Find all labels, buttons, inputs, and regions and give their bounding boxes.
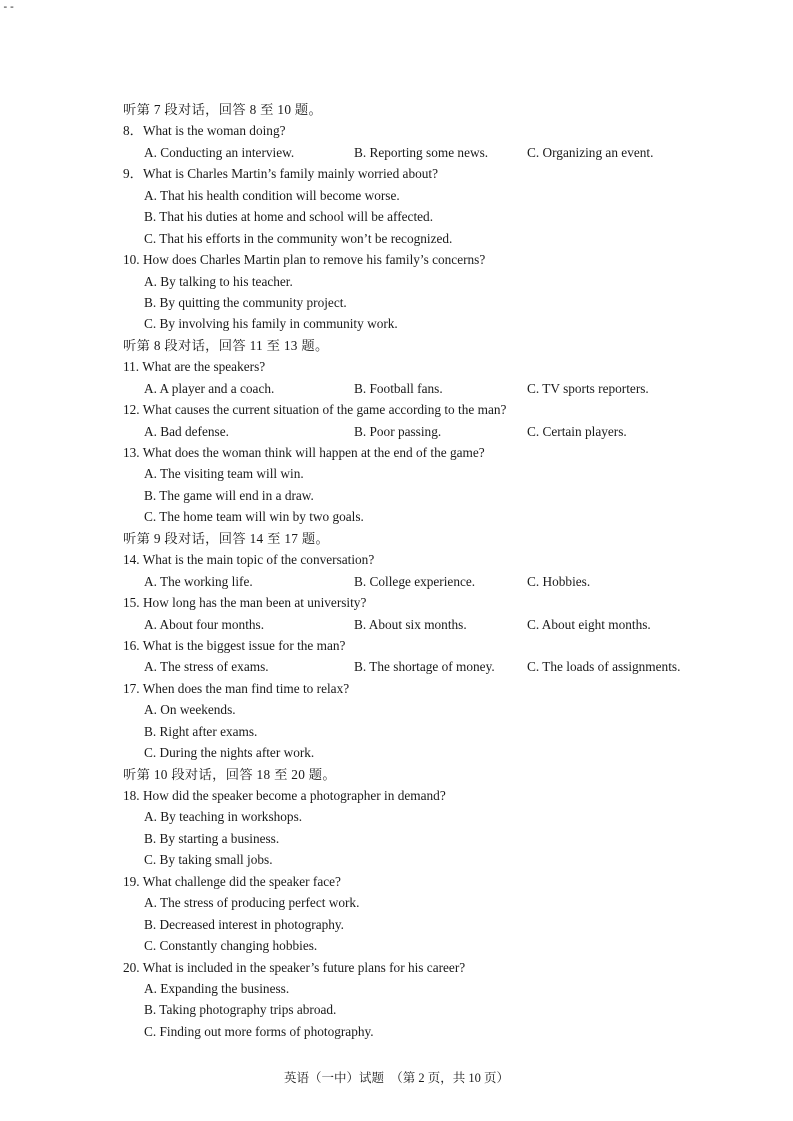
answer-option: B. Poor passing. — [354, 423, 442, 439]
option-row — [123, 571, 743, 592]
answer-option: B. Football fans. — [354, 380, 443, 396]
question-number: 17. — [123, 680, 143, 696]
answer-option: A. By talking to his teacher. — [144, 273, 293, 289]
answer-option: B. Right after exams. — [144, 723, 258, 739]
answer-option: C. During the nights after work. — [144, 745, 315, 761]
question-text: How did the speaker become a photographer in demand? — [142, 788, 446, 803]
corner-mark: -- — [2, 0, 16, 13]
answer-option: B. That his duties at home and school will be affected. — [144, 209, 434, 225]
section-header: 听第 9 段对话，回答 14 至 17 题。 — [123, 530, 330, 546]
question-text: How long has the man been at university? — [142, 595, 367, 611]
question-text: What does the woman think will happen at the end of the game? — [142, 445, 485, 460]
answer-option: C. Organizing an event. — [527, 144, 654, 160]
question — [123, 399, 743, 420]
answer-option: C. Hobbies. — [527, 573, 591, 589]
answer-option: B. By starting a business. — [144, 830, 280, 846]
question-number: 10. — [123, 252, 143, 268]
answer-option: C. Constantly changing hobbies. — [144, 938, 318, 954]
question — [123, 163, 743, 184]
question-number: 19. — [123, 873, 143, 889]
question-number: 18. — [123, 788, 143, 803]
answer-option: B. About six months. — [354, 616, 467, 632]
question — [123, 356, 743, 377]
option-row — [123, 142, 743, 163]
question-text: What challenge did the speaker face? — [142, 873, 341, 889]
answer-option: A. The visiting team will win. — [144, 466, 304, 482]
question-text: What is the main topic of the conversation? — [142, 552, 375, 568]
answer-option: C. By taking small jobs. — [144, 852, 273, 868]
answer-option: A. On weekends. — [144, 702, 236, 718]
answer-option: C. By involving his family in community work. — [144, 316, 398, 332]
answer-option: C. The loads of assignments. — [527, 659, 681, 675]
question-text: What are the speakers? — [142, 359, 266, 375]
answer-option: B. The game will end in a draw. — [144, 487, 314, 503]
question-number: 8． — [123, 123, 143, 139]
section-header: 听第 8 段对话，回答 11 至 13 题。 — [123, 337, 329, 353]
question-number: 13. — [123, 445, 143, 460]
question-number: 20. — [123, 959, 143, 975]
answer-option: A. The working life. — [144, 573, 253, 589]
option-row — [123, 656, 743, 677]
question-number: 15. — [123, 595, 143, 611]
answer-option: B. The shortage of money. — [354, 659, 495, 675]
question-number: 14. — [123, 552, 143, 568]
question — [123, 635, 743, 656]
answer-option: C. About eight months. — [527, 616, 651, 632]
answer-option: C. Certain players. — [527, 423, 627, 439]
question-text: What is the biggest issue for the man? — [142, 637, 346, 653]
question-number: 16. — [123, 637, 143, 653]
answer-option: B. Taking photography trips abroad. — [144, 1002, 337, 1018]
question — [123, 549, 743, 570]
question-number: 12. — [123, 402, 143, 418]
question-text: What is Charles Martin’s family mainly worried about? — [142, 166, 438, 182]
question-text: What causes the current situation of the game according to the man? — [142, 402, 507, 418]
answer-option: B. Decreased interest in photography. — [144, 916, 345, 932]
answer-option: A. The stress of producing perfect work. — [144, 895, 360, 911]
question — [123, 442, 743, 463]
question — [123, 957, 743, 978]
question — [123, 592, 743, 613]
answer-option: A. Bad defense. — [144, 423, 229, 439]
section-header: 听第 7 段对话，回答 8 至 10 题。 — [123, 102, 323, 117]
page-footer: 英语（一中）试题 （第 2 页，共 10 页） — [283, 1071, 509, 1085]
answer-option: A. Conducting an interview. — [144, 144, 295, 160]
answer-option: C. TV sports reporters. — [527, 380, 649, 396]
option-row — [123, 614, 743, 635]
answer-option: B. By quitting the community project. — [144, 294, 347, 310]
question-text: How does Charles Martin plan to remove his family’s concerns? — [142, 252, 486, 268]
question — [123, 785, 743, 806]
option-row — [123, 378, 743, 399]
question-number: 9． — [123, 166, 143, 182]
question-number: 11. — [123, 359, 143, 375]
question — [123, 249, 743, 270]
answer-option: A. Expanding the business. — [144, 980, 290, 996]
question — [123, 871, 743, 892]
question — [123, 678, 743, 699]
question-text: What is included in the speaker’s future plans for his career? — [142, 959, 466, 975]
question-text: What is the woman doing? — [142, 123, 286, 139]
section-header: 听第 10 段对话，回答 18 至 20 题。 — [123, 766, 337, 782]
answer-option: A. About four months. — [144, 616, 265, 632]
option-row — [123, 421, 743, 442]
answer-option: A. That his health condition will become worse. — [144, 187, 400, 203]
answer-option: C. The home team will win by two goals. — [144, 509, 364, 525]
listening-questions — [123, 99, 743, 1042]
answer-option: C. Finding out more forms of photography. — [144, 1023, 374, 1039]
answer-option: C. That his efforts in the community won’t be recognized. — [144, 230, 453, 246]
question — [123, 120, 743, 141]
answer-option: A. The stress of exams. — [144, 659, 269, 675]
question-text: When does the man find time to relax? — [142, 680, 350, 696]
answer-option: B. College experience. — [354, 573, 476, 589]
answer-option: B. Reporting some news. — [354, 144, 489, 160]
answer-option: A. By teaching in workshops. — [144, 809, 303, 825]
answer-option: A. A player and a coach. — [144, 380, 275, 396]
